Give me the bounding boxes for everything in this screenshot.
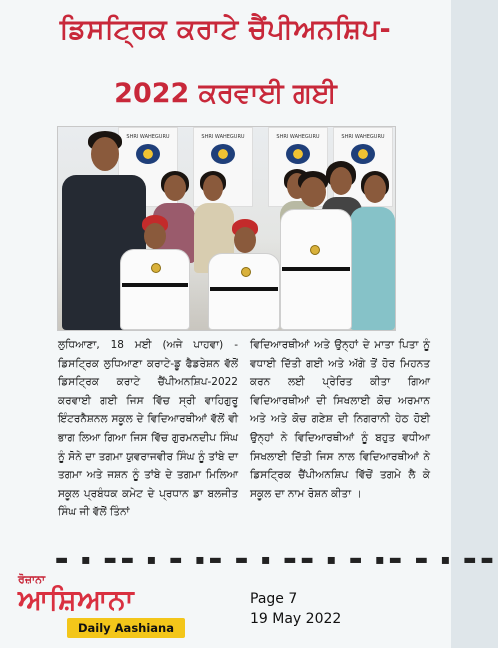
masthead-title: ਆਸ਼ਿਆਨਾ: [18, 583, 135, 616]
school-logo: [136, 144, 160, 164]
news-photo: [57, 126, 396, 331]
newspaper-masthead: [10, 573, 210, 643]
banner-text: SHRI WAHEGURU: [126, 134, 170, 140]
school-logo: [351, 144, 375, 164]
school-logo: [286, 144, 310, 164]
cut-off-text-line: ▬ ▪ ▬▬ ▪ ▬ ▪▬ ▬ ▪ ▬▬ ▪ ▬ ▪▬ ▬ ▪ ▬▬: [55, 552, 498, 568]
masthead-english-title: Daily Aashiana: [67, 618, 185, 638]
headline-line-1: ਡਿਸਟ੍ਰਿਕ ਕਰਾਟੇ ਚੈਂਪੀਅਨਸ਼ਿਪ-: [59, 14, 392, 45]
page-date: 19 May 2022: [250, 611, 342, 627]
school-banner: [193, 127, 253, 207]
school-logo: [211, 144, 235, 164]
masthead-small-text: ਰੋਜ਼ਾਨਾ: [18, 573, 46, 586]
headline-line-2: 2022 ਕਰਵਾਈ ਗਈ: [114, 78, 337, 109]
article-column-1: ਲੁਧਿਆਣਾ, 18 ਮਈ (ਅਜੇ ਪਾਹਵਾ) - ਡਿਸਟ੍ਰਿਕ ਲੁਧਿਆਣਾ ਕਰਾਟੇ-ਡੂ ਫੈਡਰੇਸ਼ਨ ਵੱਲੋਂ ਡਿਸਟ੍ਰਿਕ ਕਰਾਟੇ ਚੈਂਪੀਅਨਸ਼ਿਪ-2022 ਕਰਵਾਈ ਗਈ ਜਿਸ ਵਿੱਚ ਸ੍ਰੀ ਵਾਹਿਗੁਰੂ ਇੰਟਰਨੈਸ਼ਨਲ ਸਕੂਲ ਦੇ ਵਿਦਿਆਰਥੀਆਂ ਵੱਲੋਂ ਵੀ ਭਾਗ ਲਿਆ ਗਿਆ ਜਿਸ ਵਿੱਚ ਗੁਰਮਨਦੀਪ ਸਿੰਘ ਨੂੰ ਸੋਨੇ ਦਾ ਤਗਮਾ ਯੁਵਰਾਜਵੀਰ ਸਿੰਘ ਨੂੰ ਤਾਂਬੇ ਦਾ ਤਗਮਾ ਅਤੇ ਜਸ਼ਨ ਨੂੰ ਤਾਂਬੇ ਦੇ ਤਗਮਾ ਮਿਲਿਆ ਸਕੂਲ ਪ੍ਰਬੰਧਕ ਕਮੇਟ ਦੇ ਪ੍ਰਧਾਨ ਡਾ ਬਲਜੀਤ ਸਿੰਘ ਜੀ ਵੱਲੋਂ ਤਿੰਨਾਂ: [58, 339, 238, 519]
article-column-2: ਵਿਦਿਆਰਥੀਆਂ ਅਤੇ ਉਨ੍ਹਾਂ ਦੇ ਮਾਤਾ ਪਿਤਾ ਨੂੰ ਵਧਾਈ ਦਿੱਤੀ ਗਈ ਅਤੇ ਅੱਗੇ ਤੋਂ ਹੋਰ ਮਿਹਨਤ ਕਰਨ ਲਈ ਪ੍ਰੇਰਿਤ ਕੀਤਾ ਗਿਆ ਵਿਦਿਆਰਥੀਆਂ ਦੀ ਸਿਖਲਾਈ ਕੋਚ ਅਰਮਾਨ ਅਤੇ ਅਤੇ ਕੋਚ ਗਣੇਸ਼ ਦੀ ਨਿਗਰਾਨੀ ਹੇਠ ਹੋਈ ਉਨ੍ਹਾਂ ਨੇ ਵਿਦਿਆਰਥੀਆਂ ਨੂੰ ਬਹੁਤ ਵਧੀਆ ਸਿਖਲਾਈ ਦਿੱਤੀ ਜਿਸ ਨਾਲ ਵਿਦਿਆਰਥੀਆਂ ਨੇ ਡਿਸਟ੍ਰਿਕ ਚੈਂਪੀਅਨਸ਼ਿਪ ਵਿੱਚੋਂ ਤਗਮੇ ਲੈ ਕੇ ਸਕੂਲ ਦਾ ਨਾਮ ਰੋਸ਼ਨ ਕੀਤਾ ।: [250, 339, 430, 500]
banner-text: SHRI WAHEGURU: [201, 134, 245, 140]
page-number: Page 7: [250, 591, 298, 607]
headline: [0, 10, 451, 116]
banner-text: SHRI WAHEGURU: [341, 134, 385, 140]
page-info: [250, 589, 341, 629]
banner-text: SHRI WAHEGURU: [276, 134, 320, 140]
